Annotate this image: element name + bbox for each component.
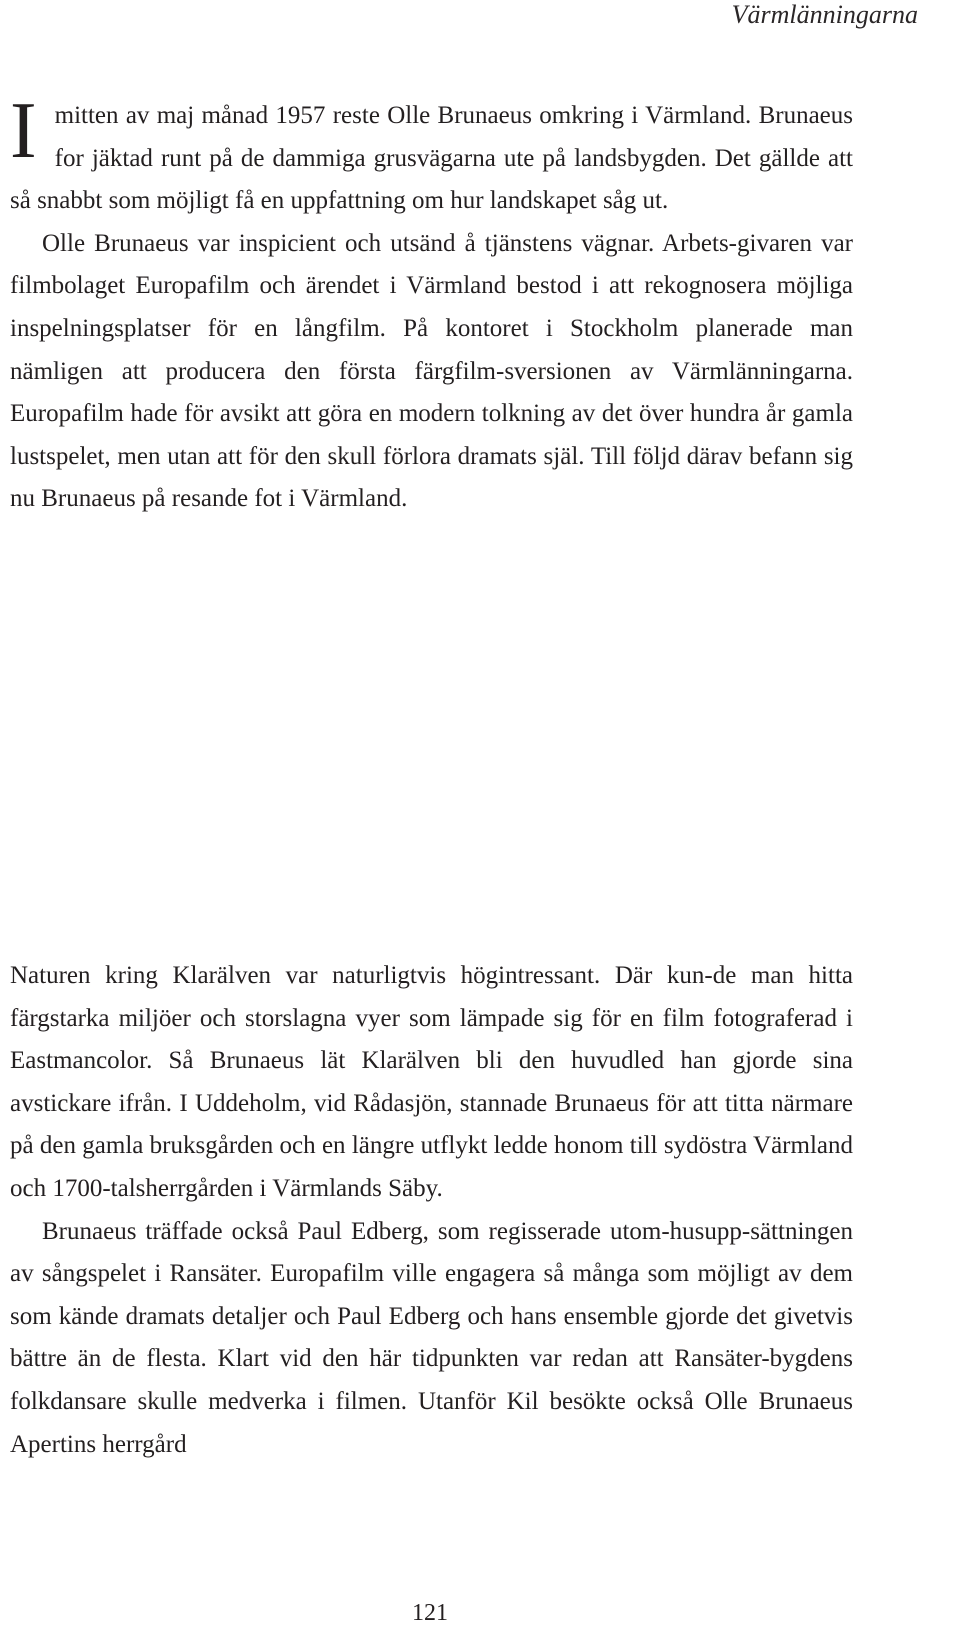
paragraph: Olle Brunaeus var inspicient och utsänd å tjänstens vägnar. Arbets-givaren var filmbolaget Europafilm och ärendet i Värmland bestod i att rekognosera möjliga inspelningsplatser för en långfilm. På kontoret i Stockholm planerade man nämligen att producera den första färgfilm-sversionen av Värmlänningarna. Europafilm hade för avsikt att göra en modern tolkning av det över hundra år gamla lustspelet, men utan att för den skull förlora dramats själ. Till följd därav befann sig nu Brunaeus på resande fot i Värmland. [10, 229, 853, 513]
body-text-section-1 [10, 87, 853, 521]
paragraph: Brunaeus träffade också Paul Edberg, som regisserade utom-husupp-sättningen av sångspelet i Ransäter. Europafilm ville engagera så många som möjligt av dem som kände dramats detaljer och Paul Edberg och hans ensemble gjorde det givetvis bättre än de flesta. Klart vid den här tidpunkten var redan att Ransäter-bygdens folkdansare skulle medverka i filmen. Utanför Kil besökte också Olle Brunaeus Apertins herrgård [10, 1217, 853, 1458]
running-header: Värmlänningarna [731, 0, 918, 29]
drop-cap: I [10, 87, 37, 175]
paragraph-opening [10, 87, 853, 223]
paragraph-opening-text: mitten av maj månad 1957 reste Olle Brunaeus omkring i Värmland. Brunaeus for jäktad runt på de dammiga grusvägarna ute på landsbygden. Det gällde att så snabbt som möjligt få en uppfattning om hur landskapet såg ut. [10, 102, 853, 215]
body-text-section-2 [10, 955, 853, 1466]
page-number: 121 [412, 1600, 448, 1626]
paragraph-section-start: Naturen kring Klarälven var naturligtvis högintressant. Där kun-de man hitta färgstarka miljöer och storslagna vyer som lämpade sig för en film fotograferad i Eastmancolor. Så Brunaeus lät Klarälven bli den huvudled han gjorde sina avstickare ifrån. I Uddeholm, vid Rådasjön, stannade Brunaeus för att titta närmare på den gamla bruksgården och en längre utflykt ledde honom till sydöstra Värmland och 1700-talsherrgården i Värmlands Säby. [10, 962, 853, 1202]
